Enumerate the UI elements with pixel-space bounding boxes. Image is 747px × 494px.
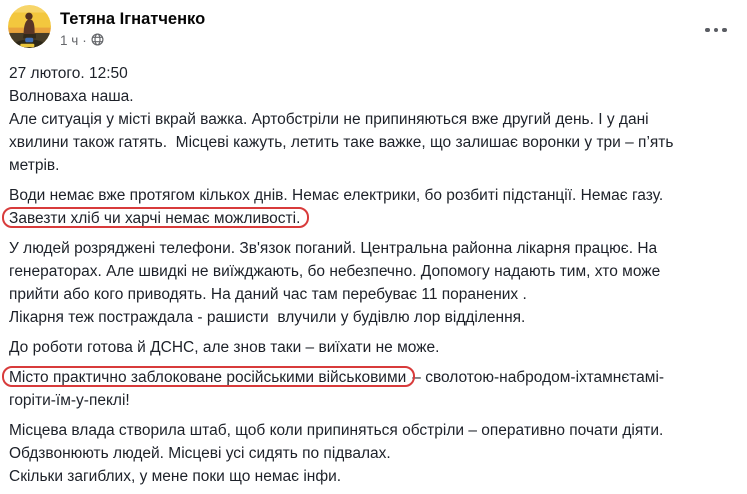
post-line: хвилини також гатять. Місцеві кажуть, летить таке важке, що залишає воронки у три – п’ять — [9, 134, 674, 151]
post-line: До роботи готова й ДСНС, але знов таки – виїхати не може. — [9, 339, 440, 356]
post-line: Волноваха наша. — [9, 88, 134, 105]
ellipsis-icon — [722, 28, 727, 33]
post-line: Обдзвонюють людей. Місцеві усі сидять по підвалах. — [9, 445, 391, 462]
avatar[interactable] — [8, 5, 51, 48]
header-text — [60, 5, 205, 50]
post-line: горіти-їм-у-пеклі! — [9, 392, 130, 409]
globe-icon — [91, 33, 104, 50]
post-line — [9, 366, 738, 389]
avatar-photo — [8, 5, 51, 48]
timestamp[interactable]: 1 ч — [60, 33, 79, 48]
post-line: 27 лютого. 12:50 — [9, 65, 128, 82]
annotation-red-box: Завезти хліб чи харчі немає можливості. — [9, 210, 301, 227]
post-line — [9, 207, 738, 230]
post-line: Води немає вже протягом кількох днів. Немає електрики, бо розбиті підстанції. Немає газу. — [9, 187, 664, 204]
post-line: У людей розряджені телефони. Зв'язок поганий. Центральна районна лікарня працює. На — [9, 240, 658, 257]
post-line: Скільки загиблих, у мене поки що немає інфи. — [9, 468, 342, 485]
post-meta — [60, 32, 205, 50]
post-line: прийти або кого приводять. На даний час там перебуває 11 поранених . — [9, 286, 527, 303]
post-line: Місцева влада створила штаб, щоб коли припиняться обстріли – оперативно почати діяти. — [9, 422, 664, 439]
post-line: метрів. — [9, 157, 60, 174]
post-line: генераторах. Але швидкі не виїжджають, бо небезпечно. Допомогу надають тим, хто може — [9, 263, 661, 280]
ellipsis-icon — [714, 28, 719, 33]
post-line: Але ситуація у місті вкрай важка. Артобстріли не припиняються вже другий день. І у дані — [9, 111, 649, 128]
post-body — [0, 62, 747, 488]
author-name[interactable]: Тетяна Ігнатченко — [60, 10, 206, 28]
post-line-continuation: – сволотою-набродом-іхтамнєтамі- — [412, 369, 665, 386]
annotation-red-box: Місто практично заблоковане російськими військовими — [9, 369, 407, 386]
post-line: Лікарня теж постраждала - рашисти влучили у будівлю лор відділення. — [9, 309, 526, 326]
more-options-button[interactable] — [699, 20, 733, 40]
ellipsis-icon — [705, 28, 710, 33]
post-header — [0, 0, 747, 48]
meta-separator: · — [82, 33, 87, 48]
